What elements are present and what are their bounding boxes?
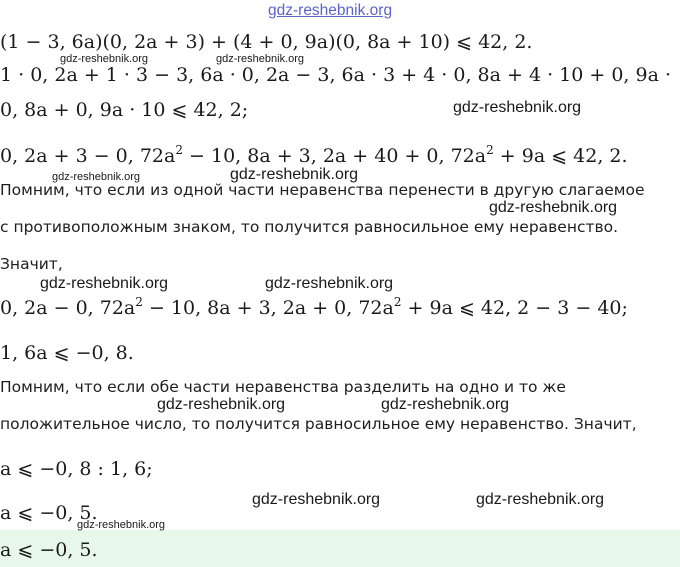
watermark: gdz-reshebnik.org xyxy=(489,199,618,216)
watermark: gdz-reshebnik.org xyxy=(252,491,381,508)
equation-line: a ⩽ −0, 8 : 1, 6; xyxy=(0,458,153,480)
explanation-text: Значит, xyxy=(0,255,63,273)
watermark: gdz-reshebnik.org xyxy=(476,491,605,508)
watermark: gdz-reshebnik.org xyxy=(60,53,149,65)
watermark: gdz-reshebnik.org xyxy=(230,166,359,183)
equation-line: a ⩽ −0, 5. xyxy=(0,502,98,524)
watermark: gdz-reshebnik.org xyxy=(265,275,394,292)
watermark: gdz-reshebnik.org xyxy=(40,275,169,292)
explanation-text: положительное число, то получится равносильное ему неравенство. Значит, xyxy=(0,415,637,433)
watermark: gdz-reshebnik.org xyxy=(157,396,286,413)
equation-line: 0, 2a − 0, $72a^2 - 10$, 8a + 3, 2a + 0, $72a^2 + 9a$ ⩽ 42, 2 − 3 − 40; xyxy=(0,295,628,319)
explanation-text: Помним, что если обе части неравенства разделить на одно и то же xyxy=(0,378,566,396)
watermark: gdz-reshebnik.org xyxy=(381,396,510,413)
watermark: gdz-reshebnik.org xyxy=(77,519,166,531)
explanation-text: Помним, что если из одной части неравенства перенести в другую слагаемое xyxy=(0,181,645,199)
equation-line: 1 · 0, 2a + 1 · 3 − 3, 6a · 0, 2a − 3, 6a · 3 + 4 · 0, 8a + 4 · 10 + 0, 9a · xyxy=(0,64,671,86)
watermark: gdz-reshebnik.org xyxy=(216,53,305,65)
watermark-top-link[interactable]: gdz-reshebnik.org xyxy=(268,2,393,19)
answer-highlight xyxy=(0,530,680,567)
final-answer: a ⩽ −0, 5. xyxy=(0,539,98,561)
explanation-text: с противоположным знаком, то получится равносильное ему неравенство. xyxy=(0,218,619,236)
equation-line: (1 − 3, 6a)(0, 2a + 3) + (4 + 0, 9a)(0, 8a + 10) ⩽ 42, 2. xyxy=(0,31,533,53)
equation-line: 0, 2a + 3 − 0, $72a^2 - 10$, 8a + 3, 2a + 40 + 0, $72a^2 + 9a$ ⩽ 42, 2. xyxy=(0,143,628,167)
equation-line: 1, 6a ⩽ −0, 8. xyxy=(0,342,134,364)
watermark: gdz-reshebnik.org xyxy=(52,171,141,183)
watermark: gdz-reshebnik.org xyxy=(453,99,582,116)
equation-line: 0, 8a + 0, 9a · 10 ⩽ 42, 2; xyxy=(0,99,249,121)
